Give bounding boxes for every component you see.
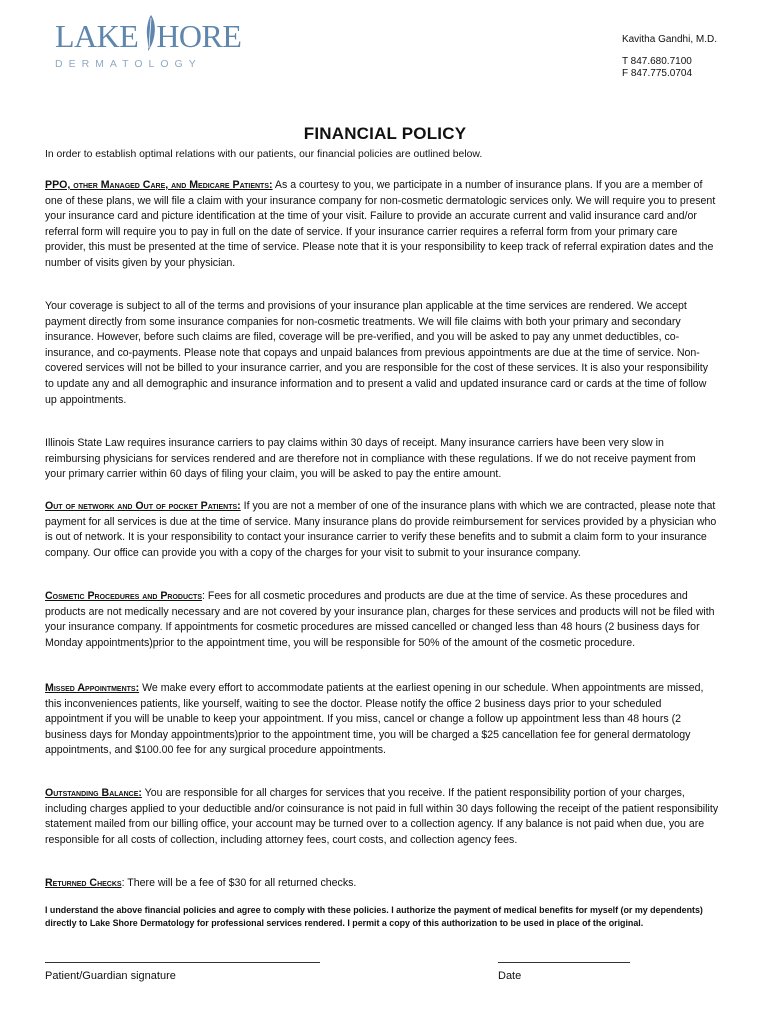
- returned-checks-heading: Returned Checks: [45, 877, 122, 889]
- out-of-network-heading: Out of network and Out of pocket Patients:: [45, 500, 241, 512]
- missed-appointments-heading: Missed Appointments:: [45, 682, 140, 694]
- signature-line[interactable]: [45, 962, 320, 963]
- illinois-text: Illinois State Law requires insurance carriers to pay claims within 30 days of receipt. Many insurance carriers have been very slow in reimbursing physicians for services rendered and are therefore not in compliance with these regulations. If we do not receive payment from your primary carrier within 60 days of filing your claim, you will be asked to pay the entire amount.: [45, 437, 696, 481]
- missed-appointments-section: [45, 681, 719, 759]
- phone-number: T 847.680.7100: [621, 56, 692, 67]
- cosmetic-text: : Fees for all cosmetic procedures and products are due at the time of service. As these procedures and products are not medically necessary and are not covered by your insurance plan, charges for these services and products will not be filed with your insurance company. If appointments for cosmetic procedures are missed cancelled or changed less than 48 hours (2 business days for Monday appointments)prior to the appointment time, you will be responsible for 50% of the amount of the cosmetic procedure.: [45, 590, 715, 649]
- outstanding-balance-heading: Outstanding Balance:: [45, 787, 142, 799]
- cosmetic-heading: Cosmetic Procedures and Products: [45, 590, 203, 602]
- illinois-section: [45, 436, 719, 483]
- logo-lake-text: LAKE: [55, 18, 139, 54]
- logo-subtitle: DERMATOLOGY: [55, 58, 202, 70]
- logo-word-shore: [146, 14, 241, 52]
- date-line[interactable]: [498, 962, 630, 963]
- ppo-text: As a courtesy to you, we participate in a number of insurance plans. If you are a member of one of these plans, we will file a claim with your insurance company for non-cosmetic dermatologic services only. We will require you to present your insurance card and picture identification at the time of your visit. Failure to provide an accurate current and valid insurance card and/or referral form will require you to pay in full on the date of service. If your insurance carrier requires a referral form from your primary care provider, this must be presented at the time of service. Please note that it is your responsibility to keep track of referral expiration dates and the number of visits given by your physician.: [45, 179, 716, 269]
- coverage-text: Your coverage is subject to all of the terms and provisions of your insurance plan applicable at the time services are rendered. We accept payment directly from some insurance companies for non-cosmetic treatments. We will file claims with both your primary and secondary insurance. However, before such claims are filed, coverage will be pre-verified, and you will be asked to pay any unmet deductibles, co-insurance, and co-payments. Please note that copays and unpaid balances from previous appointments are due at the time of service. Non-covered services will not be billed to your insurance carrier, and you are responsible for the cost of these services. It is also your responsibility to update any and all demographic and insurance information and to present a valid and updated insurance card or cards at the time of follow up appointments.: [45, 300, 709, 406]
- page-title: FINANCIAL POLICY: [303, 124, 467, 143]
- ppo-section: [45, 178, 719, 272]
- ppo-heading: PPO, other Managed Care, and Medicare Patients:: [45, 179, 273, 191]
- doctor-name: Kavitha Gandhi, M.D.: [621, 34, 717, 45]
- outstanding-balance-section: [45, 786, 719, 848]
- logo-shore-text: HORE: [156, 18, 242, 54]
- intro-text: In order to establish optimal relations with our patients, our financial policies are outlined below.: [45, 149, 483, 160]
- coverage-section: [45, 299, 719, 408]
- date-label: Date: [498, 970, 522, 982]
- acknowledgement-text: I understand the above financial policies and agree to comply with these policies. I authorize the payment of medical benefits for myself (or my dependents) directly to Lake Shore Dermatology for professional services rendered. I permit a copy of this authorization to be used in place of the original.: [45, 905, 703, 928]
- out-of-network-section: [45, 499, 719, 561]
- returned-checks-text: : There will be a fee of $30 for all returned checks.: [121, 877, 357, 889]
- returned-checks-section: [45, 876, 719, 892]
- cosmetic-section: [45, 589, 719, 651]
- fax-number: F 847.775.0704: [621, 68, 693, 79]
- practice-logo: [55, 14, 242, 80]
- out-of-network-text: If you are not a member of one of the insurance plans with which we are contracted, please note that payment for all services is due at the time of service. Many insurance plans do provide reimbursement for services provided by a physician who is out of network. It is your responsibility to contact your insurance carrier to verify these benefits and to submit a claim form to your insurance company. Our office can provide you with a copy of the charges for your visit to submit to your insurance company.: [45, 500, 717, 559]
- signature-label: Patient/Guardian signature: [45, 970, 176, 982]
- logo-word-lake: [55, 20, 138, 52]
- contact-block: [622, 34, 717, 80]
- missed-appointments-text: We make every effort to accommodate patients at the earliest opening in our schedule. When appointments are missed, this inconveniences patients, like yourself, waiting to see the doctor. Please notify the office 2 business days prior to your scheduled appointment if you will be unable to keep your appointment. If you miss, cancel or change a follow up appointment less than 48 hours (2 business days for Monday appointments)prior to the appointment time, you will be charged a $25 cancellation fee for general dermatology appointments, and $100.00 fee for any surgical procedure appointments.: [45, 682, 704, 757]
- outstanding-balance-text: You are responsible for all charges for services that you receive. If the patient responsibility portion of your charges, including charges applied to your deductible and/or coinsurance is not paid in full within 30 days following the receipt of the patient responsibility statement mailed from our billing office, your account may be turned over to a collection agency. If any balance is not paid when due, you are responsible for all costs of collection, including attorney fees, court costs, and collection agency fees.: [45, 787, 719, 846]
